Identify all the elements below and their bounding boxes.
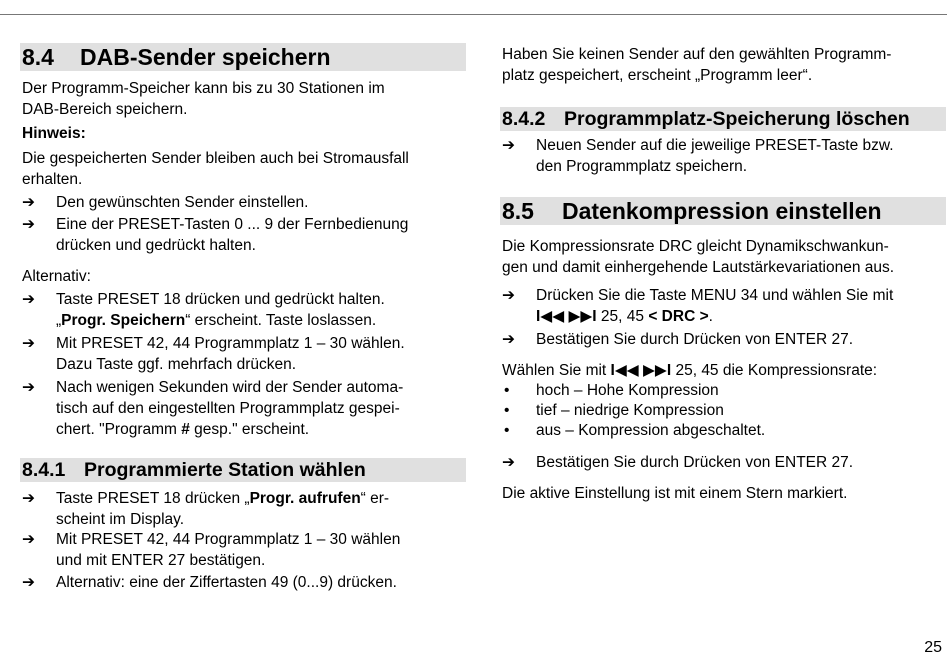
bullet-icon: • xyxy=(504,402,510,419)
list-item: ➔ Mit PRESET 42, 44 Programmplatz 1 – 30 wählen und mit ENTER 27 bestätigen. xyxy=(22,531,401,569)
display-message: Progr. Speichern xyxy=(61,312,186,329)
note-text: Die gespeicherten Sender bleiben auch bei Stromausfall erhalten. xyxy=(22,150,409,188)
skip-keys-icon: I◀◀ ▶▶I xyxy=(536,308,597,325)
page-number: 25 xyxy=(924,639,942,656)
section-number: 8.5 xyxy=(502,198,534,224)
list-item: ➔ Bestätigen Sie durch Drücken von ENTER 27. xyxy=(502,331,854,348)
list-item: ➔ Mit PRESET 42, 44 Programmplatz 1 – 30 wählen. Dazu Taste ggf. mehrfach drücken. xyxy=(22,335,405,373)
section-title: Programmplatz-Speicherung löschen xyxy=(564,108,910,130)
section-title: DAB-Sender speichern xyxy=(80,44,331,70)
display-message: Progr. aufrufen xyxy=(249,490,361,507)
section-number: 8.4.1 xyxy=(22,459,66,481)
list-item: • tief – niedrige Kompression xyxy=(504,402,724,419)
arrow-icon: ➔ xyxy=(22,291,35,308)
arrow-icon: ➔ xyxy=(22,379,35,396)
arrow-icon: ➔ xyxy=(22,531,35,548)
active-setting-note: Die aktive Einstellung ist mit einem Stern markiert. xyxy=(502,485,848,502)
alternative-label: Alternativ: xyxy=(22,268,91,285)
arrow-icon: ➔ xyxy=(22,216,35,233)
list-item: ➔ Eine der PRESET-Tasten 0 ... 9 der Fernbedienung drücken und gedrückt halten. xyxy=(22,216,409,254)
arrow-icon: ➔ xyxy=(502,454,515,471)
list-item: ➔ Alternativ: eine der Ziffertasten 49 (0...9) drücken. xyxy=(22,574,397,591)
arrow-icon: ➔ xyxy=(22,490,35,507)
list-item: ➔ Taste PRESET 18 drücken und gedrückt halten. „Progr. Speichern“ erscheint. Taste loslassen. xyxy=(22,291,385,329)
section-heading-8-5 xyxy=(500,197,946,225)
section-title: Datenkompression einstellen xyxy=(562,198,882,224)
section-heading-8-4 xyxy=(20,43,466,71)
arrow-icon: ➔ xyxy=(502,331,515,348)
arrow-icon: ➔ xyxy=(22,574,35,591)
arrow-icon: ➔ xyxy=(22,194,35,211)
section-title: Programmierte Station wählen xyxy=(84,459,366,481)
section-number: 8.4 xyxy=(22,44,54,70)
choose-paragraph: Wählen Sie mit I◀◀ ▶▶I 25, 45 die Kompressionsrate: xyxy=(502,362,878,379)
list-item: ➔ Drücken Sie die Taste MENU 34 und wählen Sie mit I◀◀ ▶▶I 25, 45 < DRC >. xyxy=(502,287,894,325)
list-item: ➔ Bestätigen Sie durch Drücken von ENTER 27. xyxy=(502,454,854,471)
list-item: ➔ Nach wenigen Sekunden wird der Sender automa- tisch auf den eingestellten Programmplatz gespei- chert. "Programm # gesp." erscheint. xyxy=(22,379,404,438)
list-item: ➔ Den gewünschten Sender einstellen. xyxy=(22,194,309,211)
section-heading-8-4-2 xyxy=(500,107,946,131)
bullet-icon: • xyxy=(504,382,510,399)
list-item: ➔ Taste PRESET 18 drücken „Progr. aufrufen“ er- scheint im Display. xyxy=(22,490,390,528)
list-item: • hoch – Hohe Kompression xyxy=(504,382,719,399)
bullet-icon: • xyxy=(504,422,510,439)
intro-paragraph: Der Programm-Speicher kann bis zu 30 Stationen im DAB-Bereich speichern. xyxy=(22,80,385,118)
skip-keys-icon: I◀◀ ▶▶I xyxy=(610,362,672,379)
list-item: • aus – Kompression abgeschaltet. xyxy=(504,422,766,439)
top-rule xyxy=(0,14,947,15)
note-label: Hinweis: xyxy=(22,125,86,142)
arrow-icon: ➔ xyxy=(502,137,515,154)
arrow-icon: ➔ xyxy=(22,335,35,352)
section-number: 8.4.2 xyxy=(502,108,546,130)
section-heading-8-4-1 xyxy=(20,458,466,482)
arrow-icon: ➔ xyxy=(502,287,515,304)
list-item: ➔ Neuen Sender auf die jeweilige PRESET-Taste bzw. den Programmplatz speichern. xyxy=(502,137,894,175)
empty-slot-paragraph: Haben Sie keinen Sender auf den gewählten Programm- platz gespeichert, erscheint „Programm leer“. xyxy=(502,46,892,84)
intro-paragraph: Die Kompressionsrate DRC gleicht Dynamikschwankun- gen und damit einhergehende Lautstärkevariationen aus. xyxy=(502,238,895,276)
